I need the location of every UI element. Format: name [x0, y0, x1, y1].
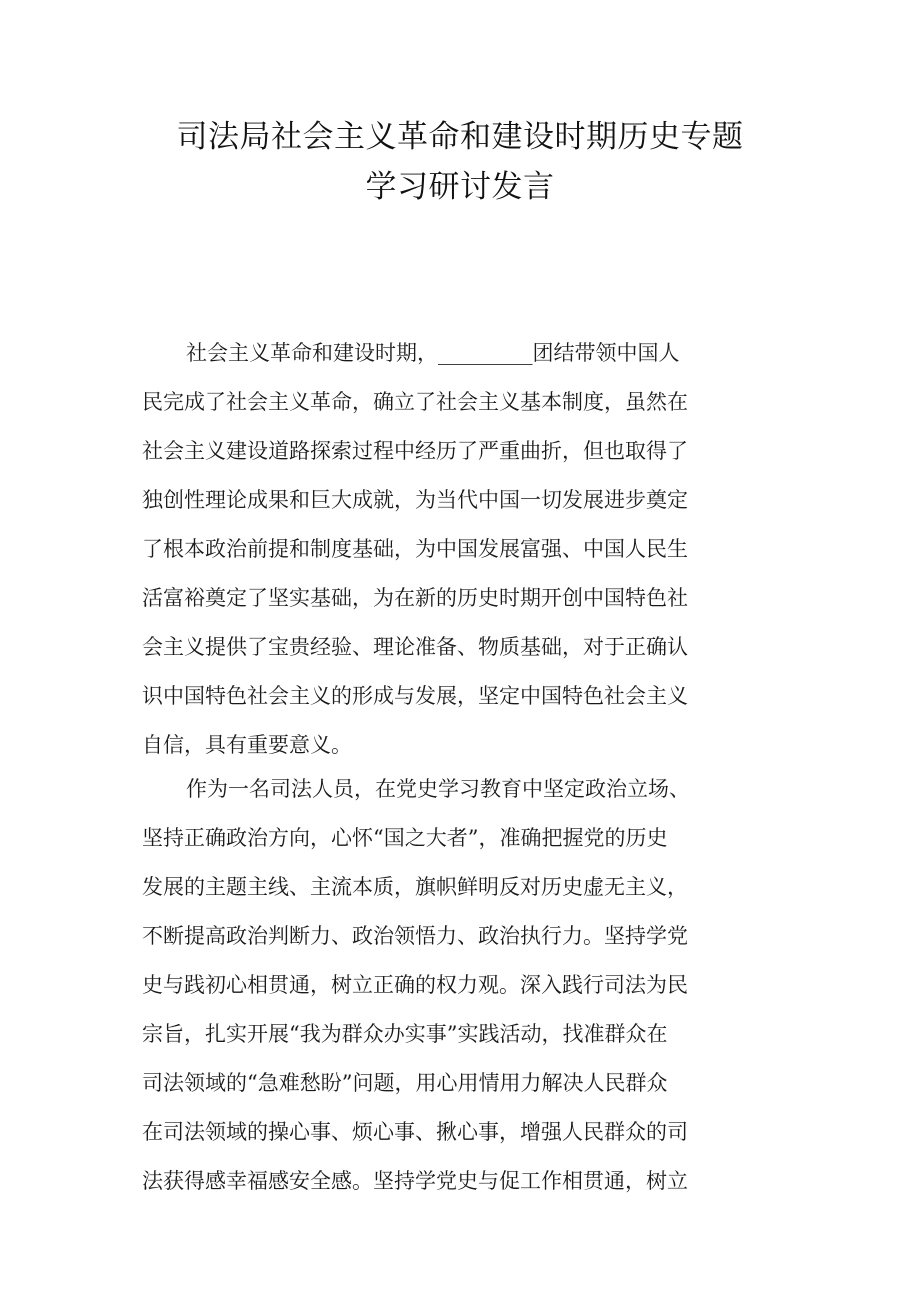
paragraph-line: 坚持正确政治方向，心怀“国之大者”，准确把握党的历史	[142, 826, 668, 850]
document-title-line-2: 学习研讨发言	[365, 169, 555, 205]
paragraph-line: 司法领域的“急难愁盼”问题，用心用情用力解决人民群众	[142, 1071, 668, 1095]
paragraph-line: 了根本政治前提和制度基础，为中国发展富强、中国人民生	[142, 537, 688, 561]
paragraph-2	[142, 765, 792, 1206]
document-title-line-1: 司法局社会主义革命和建设时期历史专题	[176, 119, 744, 155]
paragraph-line: 史与践初心相贯通，树立正确的权力观。深入践行司法为民	[142, 973, 688, 997]
paragraph-line: 社会主义建设道路探索过程中经历了严重曲折，但也取得了	[142, 439, 688, 463]
paragraph-line: 会主义提供了宝贵经验、理论准备、物质基础，对于正确认	[142, 635, 688, 659]
paragraph-line: 宗旨，扎实开展“我为群众办实事”实践活动，找准群众在	[142, 1022, 668, 1046]
paragraph-line: 在司法领域的操心事、烦心事、揪心事，增强人民群众的司	[142, 1120, 688, 1144]
paragraph-line: 发展的主题主线、主流本质，旗帜鲜明反对历史虚无主义，	[142, 875, 688, 899]
paragraph-line: 自信，具有重要意义。	[142, 733, 352, 757]
paragraph-1	[142, 329, 792, 770]
paragraph-line: 活富裕奠定了坚实基础，为在新的历史时期开创中国特色社	[142, 586, 688, 610]
paragraph-line: 独创性理论成果和巨大成就，为当代中国一切发展进步奠定	[142, 488, 688, 512]
paragraph-line: 识中国特色社会主义的形成与发展，坚定中国特色社会主义	[142, 684, 688, 708]
paragraph-line: 民完成了社会主义革命，确立了社会主义基本制度，虽然在	[142, 390, 688, 414]
paragraph-line: 作为一名司法人员，在党史学习教育中坚定政治立场、	[186, 777, 690, 801]
paragraph-line: 不断提高政治判断力、政治领悟力、政治执行力。坚持学党	[142, 924, 688, 948]
paragraph-line: 社会主义革命和建设时期，_________团结带领中国人	[186, 341, 680, 365]
paragraph-line: 法获得感幸福感安全感。坚持学党史与促工作相贯通，树立	[142, 1169, 688, 1193]
